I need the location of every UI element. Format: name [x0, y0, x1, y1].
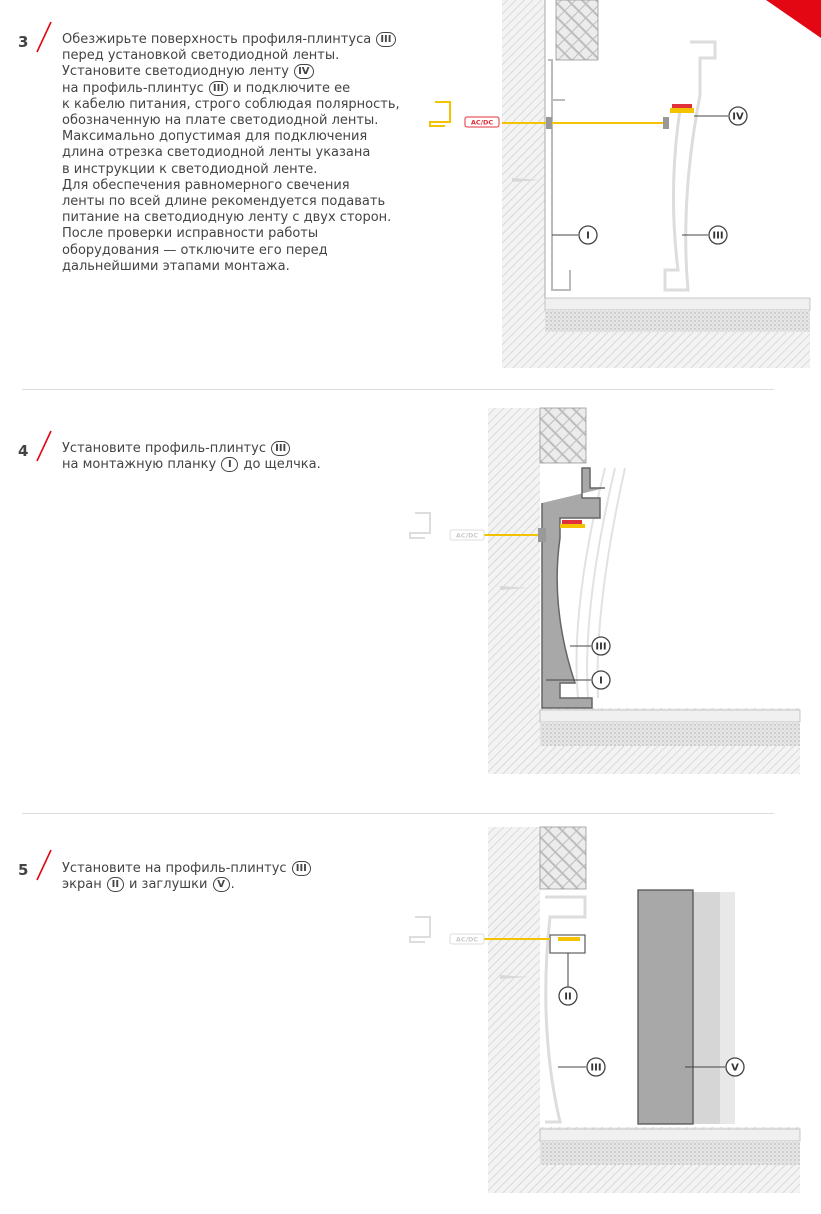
divider [22, 813, 774, 814]
step-4 [0, 400, 821, 800]
instruction-line [62, 113, 400, 129]
instruction-line [62, 178, 400, 194]
part-badge: III [292, 861, 311, 876]
instruction-text: Установите светодиодную ленту [62, 64, 294, 80]
instruction-line [62, 210, 400, 226]
instruction-line [62, 145, 400, 161]
callout-label: II [564, 991, 572, 1003]
diagram-step-3 [470, 0, 820, 370]
instruction-line [62, 64, 400, 80]
step-instructions [62, 441, 321, 473]
power-tag: AC/DC [470, 118, 494, 127]
callout-label: I [586, 230, 590, 242]
callout-label: IV [732, 111, 744, 123]
instruction-text: оборудования — отключите его перед [62, 242, 328, 258]
part-badge: III [376, 32, 395, 47]
instruction-text: к кабелю питания, строго соблюдая полярность, [62, 96, 400, 112]
instruction-line [62, 861, 312, 877]
part-badge: III [271, 441, 290, 456]
step-3 [0, 0, 821, 380]
instruction-line [62, 162, 400, 178]
instruction-text: Обезжирьте поверхность профиля-плинтуса [62, 32, 376, 47]
instruction-line [62, 81, 400, 97]
step-number: 3 [18, 33, 29, 51]
instruction-text: ленты по всей длине рекомендуется подавать [62, 194, 386, 210]
power-tag: AC/DC [455, 935, 479, 944]
instruction-line [62, 129, 400, 145]
part-badge: I [221, 457, 238, 472]
step-number: 4 [18, 442, 29, 460]
slash-icon [34, 848, 54, 882]
instruction-line [62, 441, 321, 457]
instruction-text: Установите профиль-плинтус [62, 441, 271, 456]
callout-label: I [599, 675, 603, 687]
part-badge: V [213, 877, 230, 892]
instruction-text: и заглушки [124, 877, 212, 893]
instruction-line [62, 877, 312, 893]
instruction-text: Максимально допустимая для подключения [62, 129, 368, 145]
diagram-step-4 [410, 408, 740, 788]
instruction-text: экран [62, 877, 106, 893]
instruction-line [62, 97, 400, 113]
instruction-text: Установите на профиль-плинтус [62, 861, 291, 876]
part-badge: IV [294, 64, 313, 79]
step-instructions [62, 32, 400, 275]
plug-icon [430, 102, 450, 126]
step-5 [0, 825, 821, 1214]
instruction-text: до щелчка. [239, 457, 321, 473]
instruction-text: длина отрезка светодиодной ленты указана [62, 145, 371, 161]
instruction-text: на монтажную планку [62, 457, 221, 473]
instruction-line [62, 48, 400, 64]
instruction-text: Для обеспечения равномерного свечения [62, 177, 350, 193]
instruction-text: обозначенную на плате светодиодной ленты. [62, 113, 379, 129]
instruction-line [62, 226, 400, 242]
instruction-text: перед установкой светодиодной ленты. [62, 48, 340, 64]
instruction-line [62, 243, 400, 259]
step-number: 5 [18, 861, 29, 879]
callout-label: III [595, 641, 607, 653]
instruction-text: После проверки исправности работы [62, 226, 319, 242]
part-badge: III [209, 81, 228, 96]
instruction-text: . [230, 877, 235, 893]
slash-icon [34, 20, 54, 54]
power-tag: AC/DC [455, 531, 479, 540]
part-badge: II [107, 877, 124, 892]
step-instructions [62, 861, 312, 893]
instruction-text: питание на светодиодную ленту с двух сторон. [62, 210, 392, 226]
instruction-text: дальнейшими этапами монтажа. [62, 258, 290, 274]
divider [22, 389, 774, 390]
plug-icon [410, 917, 430, 942]
instruction-line [62, 194, 400, 210]
plug-icon [410, 513, 430, 538]
callout-label: III [590, 1062, 602, 1074]
callout-label: III [712, 230, 724, 242]
instruction-line [62, 32, 400, 48]
callout-label: V [731, 1062, 739, 1074]
instruction-text: и подключите ее [229, 80, 351, 96]
instruction-line [62, 259, 400, 275]
instruction-line [62, 457, 321, 473]
instruction-text: на профиль-плинтус [62, 80, 208, 96]
slash-icon [34, 429, 54, 463]
instruction-text: в инструкции к светодиодной ленте. [62, 161, 318, 177]
diagram-step-5 [410, 827, 740, 1207]
